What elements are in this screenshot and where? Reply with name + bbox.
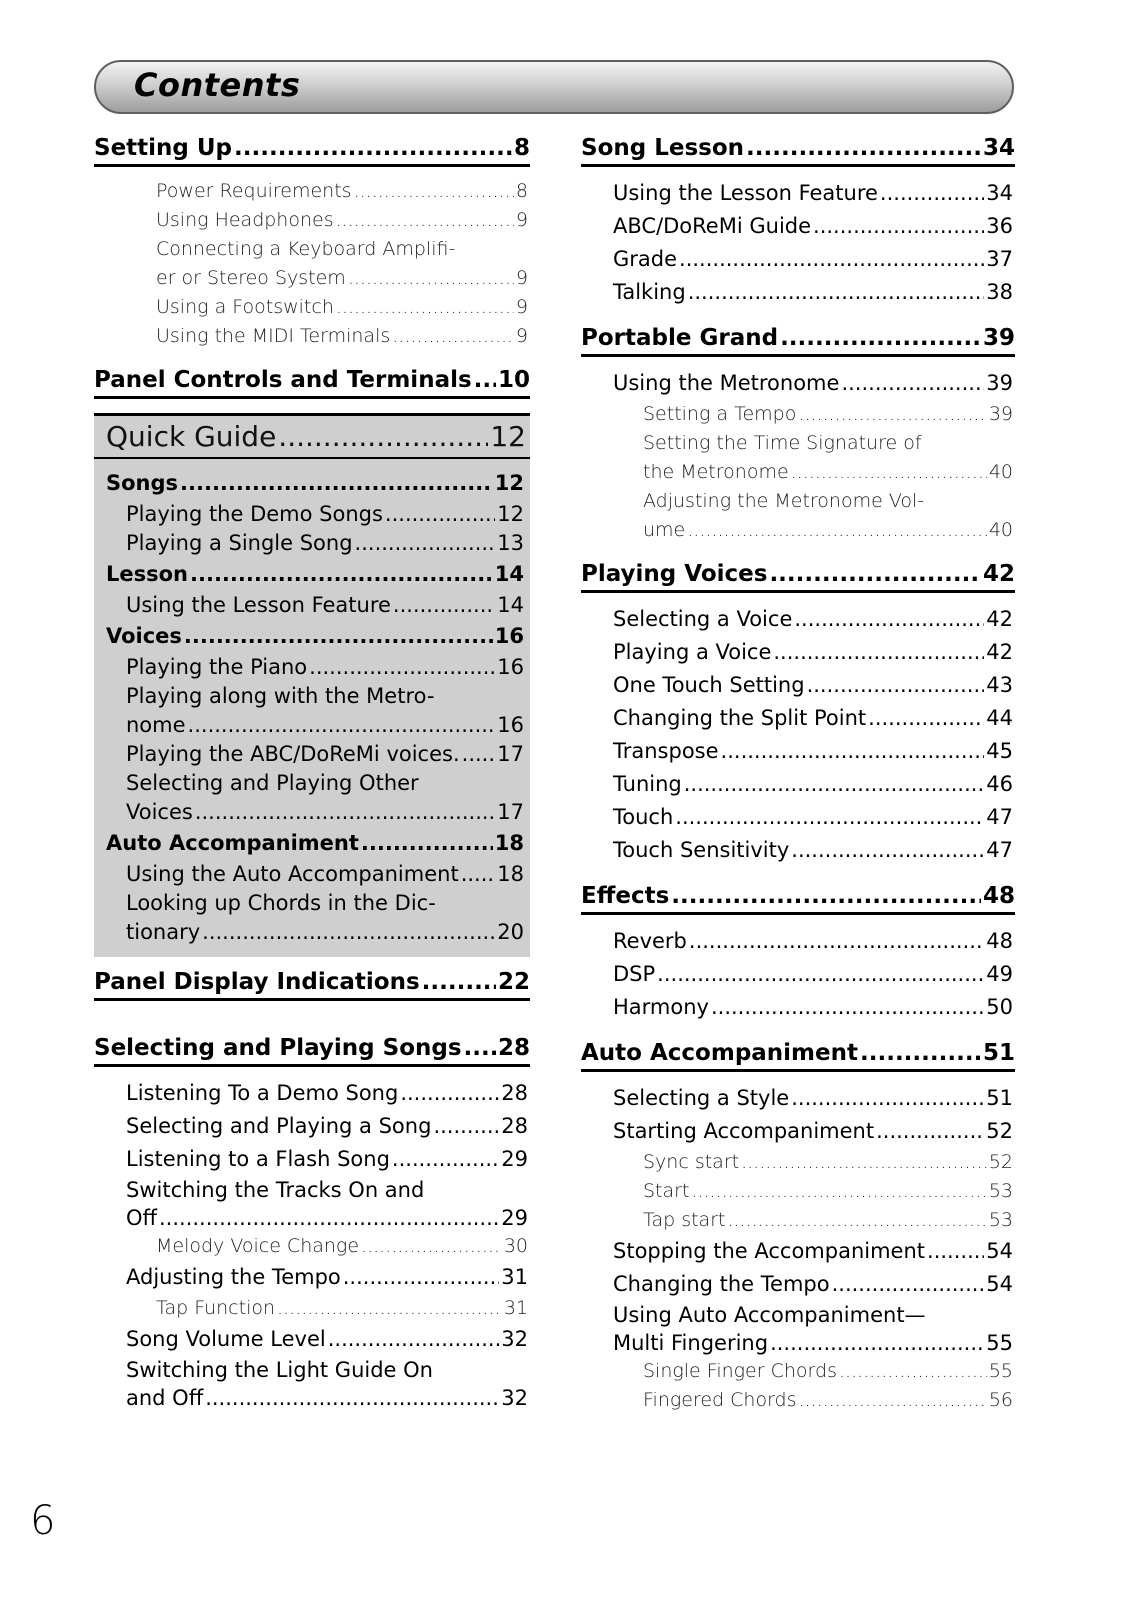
entry-title-line2: and Off (126, 1386, 204, 1410)
qg-entry[interactable] (106, 653, 528, 682)
section-title: Setting Up (94, 135, 233, 161)
entry-page: 31 (501, 1265, 528, 1289)
leader-dots (876, 1115, 984, 1148)
entry-page: 43 (986, 673, 1013, 697)
toc-entry[interactable] (581, 243, 1015, 276)
entry-title: Auto Accompaniment (106, 831, 359, 855)
toc-section-auto-accompaniment[interactable] (581, 1040, 1015, 1072)
effects-list (581, 925, 1015, 1024)
leader-dots (688, 276, 985, 309)
toc-entry[interactable] (94, 206, 530, 235)
entry-title: Start (643, 1180, 690, 1202)
leader-dots (392, 1143, 499, 1176)
leader-dots (791, 458, 987, 487)
entry-page: 9 (515, 267, 528, 289)
leader-dots (422, 969, 496, 995)
section-page: 48 (982, 883, 1015, 909)
section-title: Selecting and Playing Songs (94, 1035, 462, 1061)
toc-entry[interactable] (581, 1268, 1015, 1301)
qg-entry-voices[interactable] (106, 620, 528, 653)
leader-dots (798, 400, 986, 429)
leader-dots (832, 1268, 985, 1301)
toc-entry[interactable] (581, 400, 1015, 429)
entry-title: One Touch Setting (613, 673, 805, 697)
leader-dots (309, 653, 495, 682)
entry-page: 28 (501, 1081, 528, 1105)
quick-guide-box (94, 416, 530, 957)
entry-title: Changing the Tempo (613, 1272, 830, 1296)
entry-title: Playing the ABC/DoReMi voices. (126, 742, 460, 766)
toc-entry[interactable] (94, 235, 530, 293)
leader-dots (278, 420, 488, 453)
entry-title: Talking (613, 280, 686, 304)
qg-entry[interactable] (106, 860, 528, 889)
toc-entry[interactable] (581, 834, 1015, 867)
toc-entry[interactable] (581, 735, 1015, 768)
entry-title-line1: Connecting a Keyboard Amplifi- (156, 238, 456, 260)
qg-entry[interactable] (106, 769, 528, 827)
entry-title-line1: Playing along with the Metro- (126, 684, 435, 708)
toc-section-song-lesson[interactable] (581, 135, 1015, 167)
toc-entry[interactable] (94, 322, 530, 351)
entry-title-line2: er or Stereo System (156, 267, 346, 289)
entry-title: Voices (106, 624, 182, 648)
entry-title: Selecting a Voice (613, 607, 793, 631)
entry-page: 42 (986, 640, 1013, 664)
toc-entry[interactable] (581, 1206, 1015, 1235)
entry-page: 54 (986, 1272, 1013, 1296)
section-page: 28 (497, 1035, 530, 1061)
toc-entry[interactable] (581, 1082, 1015, 1115)
toc-entry[interactable] (94, 1261, 530, 1294)
toc-section-portable-grand[interactable] (581, 325, 1015, 357)
entry-page: 55 (988, 1360, 1013, 1382)
qg-entry[interactable] (106, 889, 528, 947)
entry-title: Transpose (613, 739, 719, 763)
section-page: 39 (982, 325, 1015, 351)
toc-entry[interactable] (581, 367, 1015, 400)
entry-page: 34 (986, 181, 1013, 205)
leader-dots (205, 1384, 499, 1412)
leader-dots (684, 768, 985, 801)
toc-entry[interactable] (581, 1235, 1015, 1268)
entry-page: 16 (497, 655, 524, 679)
section-page: 34 (982, 135, 1015, 161)
playing-voices-list (581, 603, 1015, 867)
portable-grand-list (581, 367, 1015, 545)
section-title: Auto Accompaniment (581, 1040, 858, 1066)
entry-page: 48 (986, 929, 1013, 953)
leader-dots (689, 925, 984, 958)
leader-dots (727, 1206, 986, 1235)
entry-title-line1: Selecting and Playing Other (126, 771, 419, 795)
entry-page: 52 (986, 1119, 1013, 1143)
selecting-songs-list (94, 1077, 530, 1412)
section-page: 10 (497, 367, 530, 393)
toc-entry[interactable] (94, 293, 530, 322)
leader-dots (791, 1082, 984, 1115)
leader-dots (354, 177, 514, 206)
leader-dots (807, 669, 985, 702)
entry-title-line2: tionary (126, 920, 201, 944)
toc-entry[interactable] (581, 768, 1015, 801)
entry-page: 17 (497, 742, 524, 766)
entry-title: Listening to a Flash Song (126, 1147, 390, 1171)
toc-entry[interactable] (94, 1232, 530, 1261)
entry-title: Playing a Voice (613, 640, 772, 664)
entry-title: Tap start (643, 1209, 726, 1231)
entry-title: DSP (613, 962, 656, 986)
qg-entry[interactable] (106, 682, 528, 740)
entry-title: Harmony (613, 995, 709, 1019)
section-page: 22 (497, 969, 530, 995)
leader-dots (657, 958, 984, 991)
section-title: Song Lesson (581, 135, 745, 161)
toc-entry[interactable] (581, 669, 1015, 702)
entry-title: Reverb (613, 929, 687, 953)
leader-dots (860, 1040, 981, 1066)
section-title: Playing Voices (581, 561, 768, 587)
entry-title-line1: Adjusting the Metronome Vol- (643, 490, 925, 512)
entry-title: Adjusting the Tempo (126, 1265, 341, 1289)
auto-accompaniment-list (581, 1082, 1015, 1415)
toc-entry[interactable] (581, 1177, 1015, 1206)
entry-title-line2: nome (126, 713, 186, 737)
entry-title: Using Headphones (156, 209, 334, 231)
toc-entry[interactable] (94, 1176, 530, 1232)
toc-entry[interactable] (581, 991, 1015, 1024)
entry-title: Setting a Tempo (643, 403, 797, 425)
entry-page: 31 (503, 1297, 528, 1319)
toc-entry[interactable] (581, 801, 1015, 834)
toc-entry[interactable] (581, 1115, 1015, 1148)
leader-dots (799, 1386, 987, 1415)
section-page: 51 (982, 1040, 1015, 1066)
toc-entry[interactable] (581, 177, 1015, 210)
entry-page: 18 (494, 831, 524, 855)
entry-page: 54 (986, 1239, 1013, 1263)
leader-dots (794, 603, 984, 636)
entry-title: Grade (613, 247, 678, 271)
leader-dots (927, 1235, 984, 1268)
entry-page: 30 (503, 1235, 528, 1257)
entry-title-line2: the Metronome (643, 461, 789, 483)
toc-section-panel-display[interactable] (94, 969, 530, 1001)
toc-entry[interactable] (581, 1148, 1015, 1177)
entry-page: 56 (988, 1389, 1013, 1411)
entry-page: 18 (497, 862, 524, 886)
leader-dots (361, 1232, 502, 1261)
entry-title: Playing a Single Song (126, 531, 353, 555)
right-column (581, 135, 1015, 1415)
entry-page: 20 (497, 920, 524, 944)
leader-dots (202, 918, 495, 947)
entry-title: Listening To a Demo Song (126, 1081, 399, 1105)
leader-dots (184, 620, 493, 653)
entry-title: Playing the Piano (126, 655, 308, 679)
entry-title: Using the Lesson Feature (126, 593, 391, 617)
entry-page: 9 (515, 325, 528, 347)
entry-page: 14 (494, 562, 524, 586)
entry-title-line1: Switching the Light Guide On (126, 1358, 433, 1382)
leader-dots (841, 367, 984, 400)
entry-page: 52 (988, 1151, 1013, 1173)
entry-title: Changing the Split Point (613, 706, 867, 730)
entry-page: 16 (497, 713, 524, 737)
entry-page: 39 (986, 371, 1013, 395)
entry-title: Tap Function (156, 1297, 276, 1319)
entry-title: Touch Sensitivity (613, 838, 790, 862)
toc-entry[interactable] (581, 702, 1015, 735)
leader-dots (474, 367, 496, 393)
leader-dots (770, 1329, 984, 1357)
section-title: Portable Grand (581, 325, 779, 351)
section-page: 12 (490, 420, 526, 453)
entry-title: Using the Lesson Feature (613, 181, 878, 205)
toc-entry[interactable] (581, 1386, 1015, 1415)
entry-page: 47 (986, 838, 1013, 862)
leader-dots (392, 322, 514, 351)
toc-entry[interactable] (581, 210, 1015, 243)
leader-dots (780, 325, 981, 351)
entry-title: Using a Footswitch (156, 296, 334, 318)
toc-entry[interactable] (581, 925, 1015, 958)
entry-title: Stopping the Accompaniment (613, 1239, 926, 1263)
entry-title: Playing the Demo Songs (126, 502, 383, 526)
toc-entry[interactable] (94, 1323, 530, 1356)
leader-dots (343, 1261, 500, 1294)
leader-dots (188, 711, 496, 740)
leader-dots (721, 735, 985, 768)
toc-entry[interactable] (94, 1294, 530, 1323)
leader-dots (355, 529, 496, 558)
toc-entry[interactable] (581, 1357, 1015, 1386)
song-lesson-list (581, 177, 1015, 309)
toc-entry[interactable] (581, 276, 1015, 309)
entry-page: 40 (988, 461, 1013, 483)
qg-entry[interactable] (106, 740, 528, 769)
entry-title: Sync start (643, 1151, 740, 1173)
leader-dots (813, 210, 984, 243)
entry-page: 49 (986, 962, 1013, 986)
leader-dots (741, 1148, 987, 1177)
leader-dots (671, 883, 981, 909)
entry-page: 42 (986, 607, 1013, 631)
entry-title: Using the Auto Accompaniment (126, 862, 459, 886)
leader-dots (839, 1357, 987, 1386)
toc-entry[interactable] (94, 1110, 530, 1143)
entry-title: Songs (106, 471, 179, 495)
entry-title: ABC/DoReMi Guide (613, 214, 812, 238)
toc-section-setting-up[interactable] (94, 135, 530, 167)
toc-entry[interactable] (94, 1356, 530, 1412)
toc-entry[interactable] (94, 177, 530, 206)
leader-dots (769, 561, 981, 587)
leader-dots (400, 1077, 499, 1110)
qg-entry-auto-accompaniment[interactable] (106, 827, 528, 860)
entry-page: 29 (501, 1147, 528, 1171)
entry-page: 53 (988, 1209, 1013, 1231)
leader-dots (868, 702, 984, 735)
toc-entry[interactable] (581, 603, 1015, 636)
leader-dots (711, 991, 984, 1024)
leader-dots (691, 1177, 986, 1206)
leader-dots (464, 1035, 496, 1061)
section-page: 42 (982, 561, 1015, 587)
toc-entry[interactable] (581, 487, 1015, 545)
qg-entry-songs[interactable] (106, 467, 528, 500)
entry-page: 32 (501, 1386, 528, 1410)
leader-dots (361, 827, 493, 860)
entry-title-line1: Looking up Chords in the Dic- (126, 891, 436, 915)
toc-entry[interactable] (94, 1143, 530, 1176)
entry-page: 12 (497, 502, 524, 526)
entry-page: 12 (494, 471, 524, 495)
setting-up-list (94, 177, 530, 351)
page-title: Contents (134, 66, 301, 104)
entry-title-line1: Setting the Time Signature of (643, 432, 922, 454)
leader-dots (328, 1323, 500, 1356)
entry-page: 53 (988, 1180, 1013, 1202)
leader-dots (385, 500, 495, 529)
toc-entry[interactable] (581, 958, 1015, 991)
leader-dots (675, 801, 984, 834)
toc-section-effects[interactable] (581, 883, 1015, 915)
contents-banner (94, 60, 1014, 114)
entry-page: 32 (501, 1327, 528, 1351)
entry-page: 28 (501, 1114, 528, 1138)
entry-title: Starting Accompaniment (613, 1119, 875, 1143)
leader-dots (234, 135, 512, 161)
entry-page: 51 (986, 1086, 1013, 1110)
leader-dots (679, 243, 984, 276)
toc-entry[interactable] (581, 636, 1015, 669)
left-column (94, 135, 530, 1412)
toc-section-playing-voices[interactable] (581, 561, 1015, 593)
entry-title: Single Finger Chords (643, 1360, 837, 1382)
section-title: Quick Guide (106, 420, 277, 453)
entry-page: 16 (494, 624, 524, 648)
entry-page: 46 (986, 772, 1013, 796)
entry-page: 55 (986, 1331, 1013, 1355)
leader-dots (433, 1110, 499, 1143)
entry-page: 29 (501, 1206, 528, 1230)
entry-title-line2: Voices (126, 800, 193, 824)
leader-dots (462, 740, 496, 769)
entry-page: 9 (515, 296, 528, 318)
qg-entry[interactable] (106, 529, 528, 558)
leader-dots (336, 206, 514, 235)
section-title: Panel Display Indications (94, 969, 420, 995)
toc-entry[interactable] (581, 1301, 1015, 1357)
entry-title: Tuning (613, 772, 682, 796)
quick-guide-title[interactable] (94, 420, 530, 459)
entry-title-line2: ume (643, 519, 686, 541)
page-number: 6 (30, 1498, 56, 1544)
entry-title: Using the MIDI Terminals (156, 325, 391, 347)
entry-title: Power Requirements (156, 180, 352, 202)
toc-section-panel-controls[interactable] (94, 367, 530, 399)
entry-page: 14 (497, 593, 524, 617)
entry-title: Selecting a Style (613, 1086, 790, 1110)
entry-title-line1: Switching the Tracks On and (126, 1178, 425, 1202)
qg-entry[interactable] (106, 591, 528, 620)
leader-dots (880, 177, 984, 210)
entry-title: Melody Voice Change (156, 1235, 360, 1257)
entry-title-line2: Off (126, 1206, 157, 1230)
leader-dots (336, 293, 514, 322)
entry-page: 47 (986, 805, 1013, 829)
entry-title: Selecting and Playing a Song (126, 1114, 432, 1138)
entry-title: Touch (613, 805, 674, 829)
leader-dots (773, 636, 984, 669)
entry-page: 44 (986, 706, 1013, 730)
leader-dots (393, 591, 495, 620)
entry-page: 39 (988, 403, 1013, 425)
entry-page: 40 (988, 519, 1013, 541)
leader-dots (180, 467, 493, 500)
entry-page: 38 (986, 280, 1013, 304)
entry-page: 17 (497, 800, 524, 824)
toc-entry[interactable] (94, 1077, 530, 1110)
section-title: Effects (581, 883, 670, 909)
section-title: Panel Controls and Terminals (94, 367, 472, 393)
leader-dots (190, 558, 493, 591)
qg-entry-lesson[interactable] (106, 558, 528, 591)
qg-entry[interactable] (106, 500, 528, 529)
leader-dots (159, 1204, 499, 1232)
section-page: 8 (513, 135, 530, 161)
entry-title: Fingered Chords (643, 1389, 797, 1411)
leader-dots (277, 1294, 502, 1323)
toc-section-selecting-songs[interactable] (94, 1035, 530, 1067)
leader-dots (461, 860, 496, 889)
entry-title: Lesson (106, 562, 189, 586)
entry-page: 13 (497, 531, 524, 555)
entry-title: Using the Metronome (613, 371, 840, 395)
entry-page: 45 (986, 739, 1013, 763)
leader-dots (348, 264, 514, 293)
leader-dots (791, 834, 984, 867)
entry-title: Song Volume Level (126, 1327, 326, 1351)
entry-title-line2: Multi Fingering (613, 1331, 769, 1355)
entry-page: 50 (986, 995, 1013, 1019)
entry-page: 8 (515, 180, 528, 202)
entry-title-line1: Using Auto Accompaniment— (613, 1303, 926, 1327)
toc-entry[interactable] (581, 429, 1015, 487)
entry-page: 36 (986, 214, 1013, 238)
entry-page: 9 (515, 209, 528, 231)
entry-page: 37 (986, 247, 1013, 271)
leader-dots (687, 516, 987, 545)
leader-dots (195, 798, 495, 827)
leader-dots (746, 135, 981, 161)
